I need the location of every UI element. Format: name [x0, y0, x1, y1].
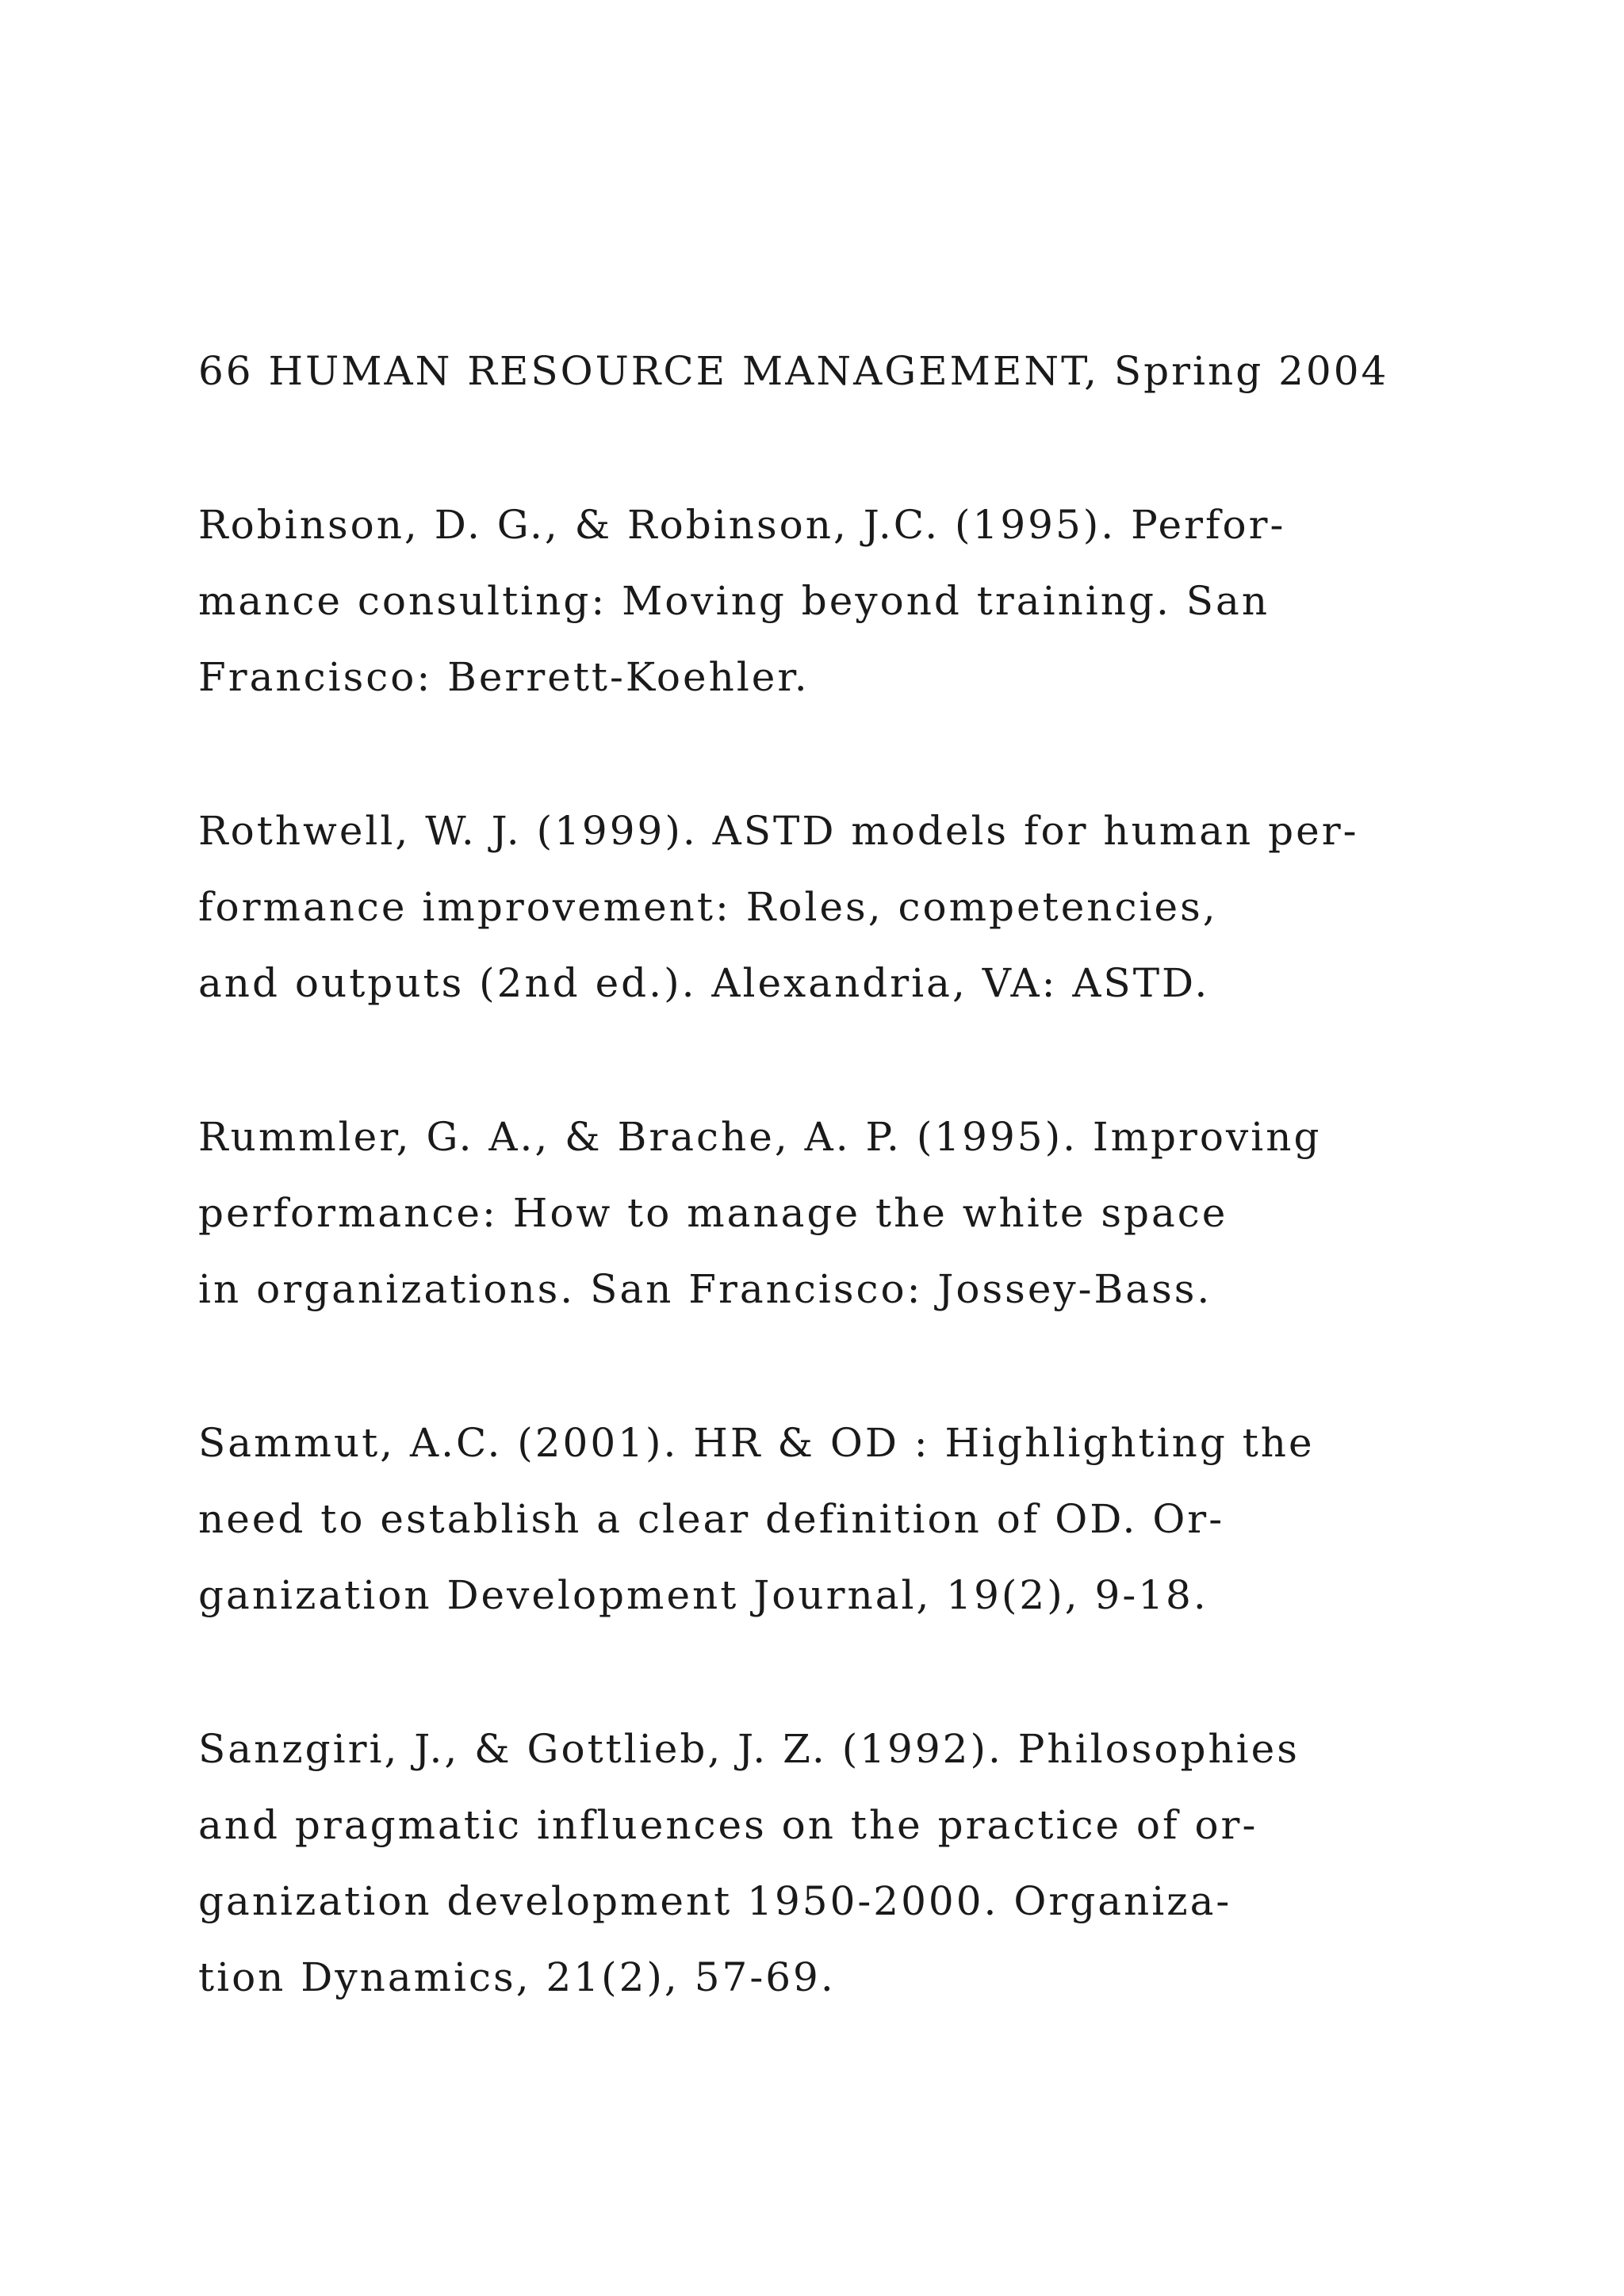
reference-line: Robinson, D. G., & Robinson, J.C. (1995). Perfor- — [198, 502, 1286, 548]
reference-line: mance consulting: Moving beyond training. San — [198, 578, 1270, 624]
reference-line: formance improvement: Roles, competencies, — [198, 884, 1218, 930]
reference-entry — [198, 1099, 1546, 1327]
page-content — [198, 333, 1546, 2015]
reference-line: ganization development 1950-2000. Organiza- — [198, 1878, 1232, 1924]
reference-entry — [198, 487, 1546, 715]
reference-line: and outputs (2nd ed.). Alexandria, VA: ASTD. — [198, 960, 1210, 1006]
reference-line: in organizations. San Francisco: Jossey-Bass. — [198, 1266, 1212, 1312]
reference-line: Sammut, A.C. (2001). HR & OD : Highlighting the — [198, 1420, 1315, 1466]
reference-line: Sanzgiri, J., & Gottlieb, J. Z. (1992). Philosophies — [198, 1726, 1300, 1772]
reference-line: and pragmatic influences on the practice of or- — [198, 1802, 1258, 1848]
reference-entry — [198, 793, 1546, 1021]
reference-entry — [198, 1405, 1546, 1633]
reference-line: Francisco: Berrett-Koehler. — [198, 654, 810, 700]
reference-line: Rummler, G. A., & Brache, A. P. (1995). Improving — [198, 1114, 1322, 1160]
reference-line: Rothwell, W. J. (1999). ASTD models for human per- — [198, 808, 1359, 854]
reference-entry — [198, 1711, 1546, 2015]
reference-line: ganization Development Journal, 19(2), 9-18. — [198, 1572, 1208, 1618]
running-header: 66 HUMAN RESOURCE MANAGEMENT, Spring 2004 — [198, 348, 1389, 394]
reference-line: performance: How to manage the white space — [198, 1190, 1228, 1236]
reference-line: need to establish a clear definition of OD. Or- — [198, 1496, 1225, 1542]
reference-line: tion Dynamics, 21(2), 57-69. — [198, 1954, 836, 2000]
